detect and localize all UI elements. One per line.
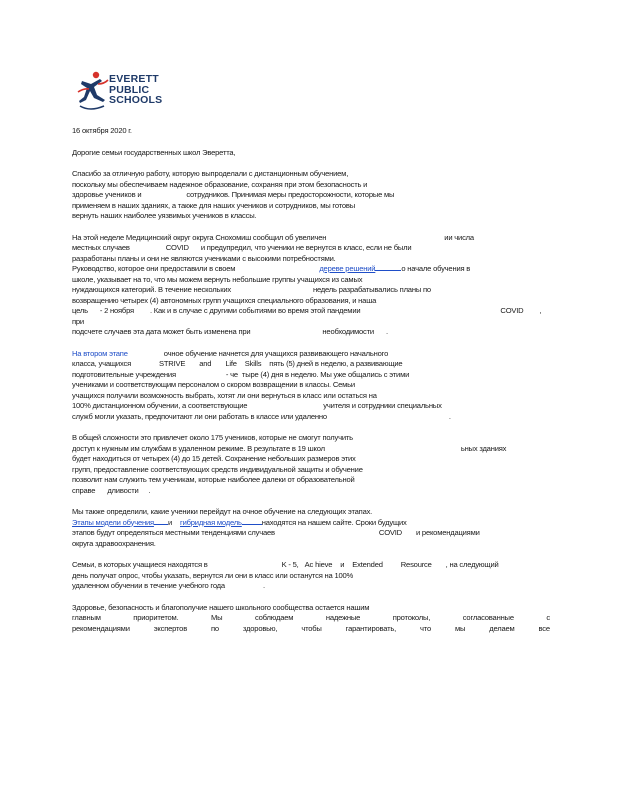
learning-model-phases-link[interactable]: Этапы модели обучения [72, 517, 154, 527]
letter-date: 16 октября 2020 г. [72, 126, 132, 135]
paragraph-1: Спасибо за отличную работу, которую выпроделали с дистанционным обучением, поскольку мы обеспечиваем надежное образование, сохраняя при этом безопасность и здоровье учеников и сотрудников. Принимая меры предосторожности, которые мы применяем в наших зданиях, а также для наших учеников и сотрудников, мы готовы вернуть наших наиболее уязвимых учеников в классы. [72, 169, 395, 220]
everett-public-schools-logo [76, 70, 176, 114]
decision-tree-link[interactable]: дереве решений [319, 264, 376, 273]
paragraph-4: В общей сложности это привлечет около 175 учеников, которые не смогут получить доступ к нужным им службам в удаленном режиме. В результате в 19 школ ьных зданиях будет находиться от четырех (4) до 15 детей. Сохранение небольших размеров этих групп, предоставление соответствующих средств индивидуальной защиты и обучение позволит нам служить тем ученикам, которые наиболее далеки от образовательной справе дливости . [72, 433, 507, 495]
phase-two-link[interactable]: На втором этапе [72, 348, 128, 358]
greeting: Дорогие семьи государственных школ Эверетта, [72, 147, 236, 157]
paragraph-2: На этой неделе Медицинский округ округа Снохомиш сообщил об увеличен ии числа местных случаев COVID и предупредил, что ученики не вернутся в класс, если не были разработаны планы и они не являются учениками с высокими потребностями. Руководство, которое они предоставили в своем дереве решений о начале обучения в школе, указывает на то, что мы можем вернуть небольшие группы учащихся из самых нуждающихся категорий. В течение нескольких недель разрабатывались планы по возвращению четырех (4) автономных групп учащихся специального образования, и наша цель - 2 ноября . Как и в случае с другими событиями во время этой пандемии COVID , при подсчете случаев эта дата может быть изменена при необходимости . [72, 232, 542, 336]
logo-line-2: PUBLIC [109, 83, 150, 96]
letter-body [72, 126, 550, 634]
paragraph-3: На втором этапе очное обучение начнется для учащихся развивающего начального класса, учащихся STRIVE and Life Skills пять (5) дней в неделю, а развивающие подготовительные учреждения - че тыре (4) дня в неделю. Мы уже общались с этими учениками и соответствующим персоналом о скором возвращении в классы. Семьи учащихся получили возможность выбрать, хотят ли они вернуться в класс или остаться на 100% дистанционном обучении, а соответствующие учителя и сотрудники специальных служб могли указать, предпочитают ли они работать в классе или удаленно . [72, 348, 451, 421]
logo-line-3: SCHOOLS [109, 94, 163, 106]
paragraph-6: Семьи, в которых учащиеся находятся в K - 5, Ac hieve и Extended Resource , на следующий день получат опрос, чтобы указать, вернутся ли они в класс или останутся на 100% удаленном обучении в течение учебного года . [72, 560, 499, 590]
paragraph-7: Здоровье, безопасность и благополучие нашего школьного сообщества остается нашим главным приоритетом. Мы соблюдаем надежные протоколы, согласованные с рекомендациями экспертов по здоровью, чтобы гарантировать, что мы делаем все [72, 602, 550, 633]
logo-line-1: EVERETT [109, 73, 159, 85]
paragraph-5: Мы также определили, какие ученики перейдут на очное обучение на следующих этапах. Этапы модели обучения и гибридная модель находятся на нашем сайте. Сроки будущих этапов будут определяться местными тенденциями случаев COVID и рекомендациями округа здравоохранения. [72, 507, 480, 548]
runner-icon [76, 70, 110, 114]
logo-wordmark [109, 74, 162, 106]
hybrid-model-link[interactable]: гибридная модель [180, 517, 242, 527]
